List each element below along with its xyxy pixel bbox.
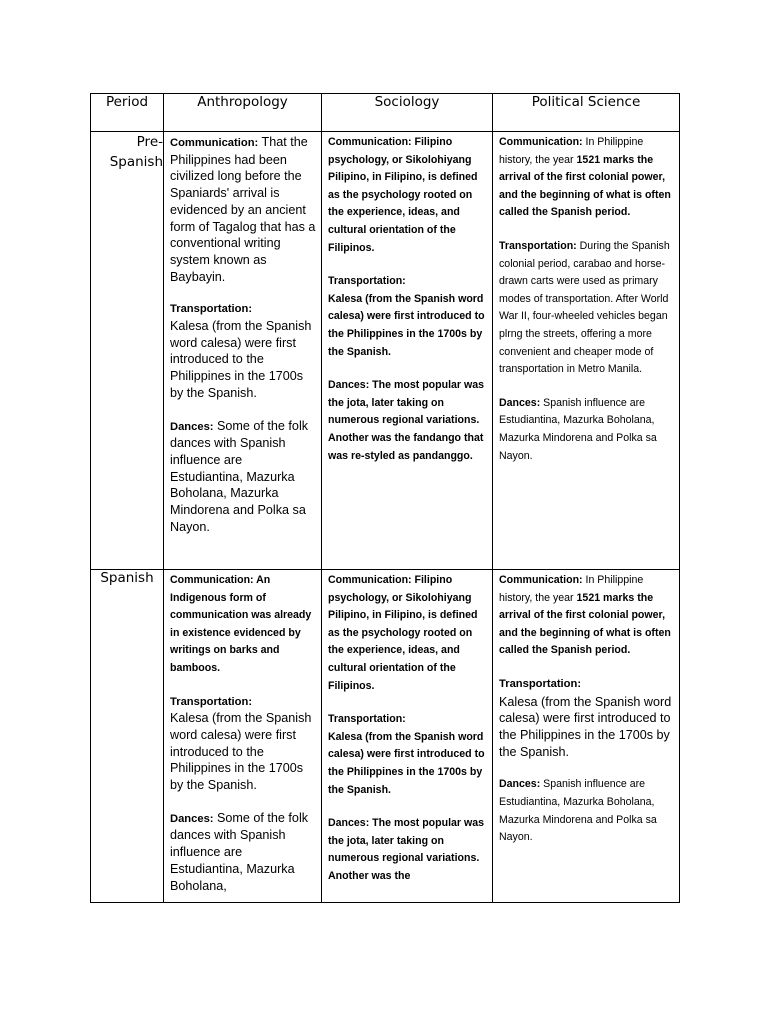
political-dances: Dances: Spanish influence are Estudiantina, Mazurka Boholana, Mazurka Mindorena and Polka sa Nayon. xyxy=(499,396,657,462)
sociology-cell xyxy=(322,132,493,570)
political-science-cell xyxy=(493,570,680,903)
sociology-communication: Communication: Filipino psychology, or Sikolohiyang Pilipino, in Filipino, is defined as the psychology rooted on the experience, ideas, and cultural orientation of the Filipinos. xyxy=(328,574,478,692)
political-science-cell xyxy=(493,132,680,570)
anthropology-communication: Communication: That the Philippines had been civilized long before the Spaniards' arrival is evidenced by an ancient form of Tagalog that has a conventional writing system known as Baybayin. xyxy=(170,135,316,284)
history-table xyxy=(90,93,680,903)
sociology-cell xyxy=(322,570,493,903)
political-communication: Communication: In Philippine history, the year 1521 marks the arrival of the first colonial power, and the beginning of what is often called the Spanish period. xyxy=(499,574,671,657)
anthropology-communication: Communication: An Indigenous form of communication was already in existence evidenced by writings on barks and bamboos. xyxy=(170,574,312,674)
table-row xyxy=(91,132,680,570)
political-dances: Dances: Spanish influence are Estudiantina, Mazurka Boholana, Mazurka Mindorena and Polka sa Nayon. xyxy=(499,778,657,844)
sociology-transportation: Transportation: Kalesa (from the Spanish word calesa) were first introduced to the Philippines in the 1700s by the Spanish. xyxy=(328,275,485,358)
period-cell xyxy=(91,132,164,570)
sociology-communication: Communication: Filipino psychology, or Sikolohiyang Pilipino, in Filipino, is defined as the psychology rooted on the experience, ideas, and cultural orientation of the Filipinos. xyxy=(328,136,478,254)
period-label: Pre- Spanish xyxy=(109,134,163,170)
anthropology-transportation: Transportation: Kalesa (from the Spanish word calesa) were first introduced to the Philippines in the 1700s by the Spanish. xyxy=(170,303,312,400)
period-label: Spanish xyxy=(100,570,154,586)
sociology-dances: Dances: The most popular was the jota, later taking on numerous regional variations. Another was the xyxy=(328,817,485,882)
header-political-science: Political Science xyxy=(493,94,680,132)
period-cell xyxy=(91,570,164,903)
table-row xyxy=(91,570,680,903)
header-row xyxy=(91,94,680,132)
political-transportation: Transportation: During the Spanish colonial period, carabao and horse-drawn carts were used as primary modes of transportation. After World War II, four-wheeled vehicles began plrng the streets, offering a more convenient and cheaper mode of transportation in Metro Manila. xyxy=(499,239,670,376)
anthropology-cell xyxy=(164,570,322,903)
anthropology-dances: Dances: Some of the folk dances with Spanish influence are Estudiantina, Mazurka Boholana, Mazurka Mindorena and Polka sa Nayon. xyxy=(170,418,309,534)
header-period: Period xyxy=(91,94,164,132)
anthropology-cell xyxy=(164,132,322,570)
header-sociology: Sociology xyxy=(322,94,493,132)
political-communication: Communication: In Philippine history, the year 1521 marks the arrival of the first colonial power, and the beginning of what is often called the Spanish period. xyxy=(499,136,671,219)
anthropology-dances: Dances: Some of the folk dances with Spanish influence are Estudiantina, Mazurka Boholana, xyxy=(170,810,309,893)
anthropology-transportation: Transportation: Kalesa (from the Spanish word calesa) were first introduced to the Philippines in the 1700s by the Spanish. xyxy=(170,695,312,793)
sociology-transportation: Transportation: Kalesa (from the Spanish word calesa) were first introduced to the Philippines in the 1700s by the Spanish. xyxy=(328,713,485,796)
sociology-dances: Dances: The most popular was the jota, later taking on numerous regional variations. Another was the fandango that was re-styled as pandanggo. xyxy=(328,379,485,462)
header-anthropology: Anthropology xyxy=(164,94,322,132)
political-transportation: Transportation: Kalesa (from the Spanish word calesa) were first introduced to the Philippines in the 1700s by the Spanish. xyxy=(499,677,672,759)
